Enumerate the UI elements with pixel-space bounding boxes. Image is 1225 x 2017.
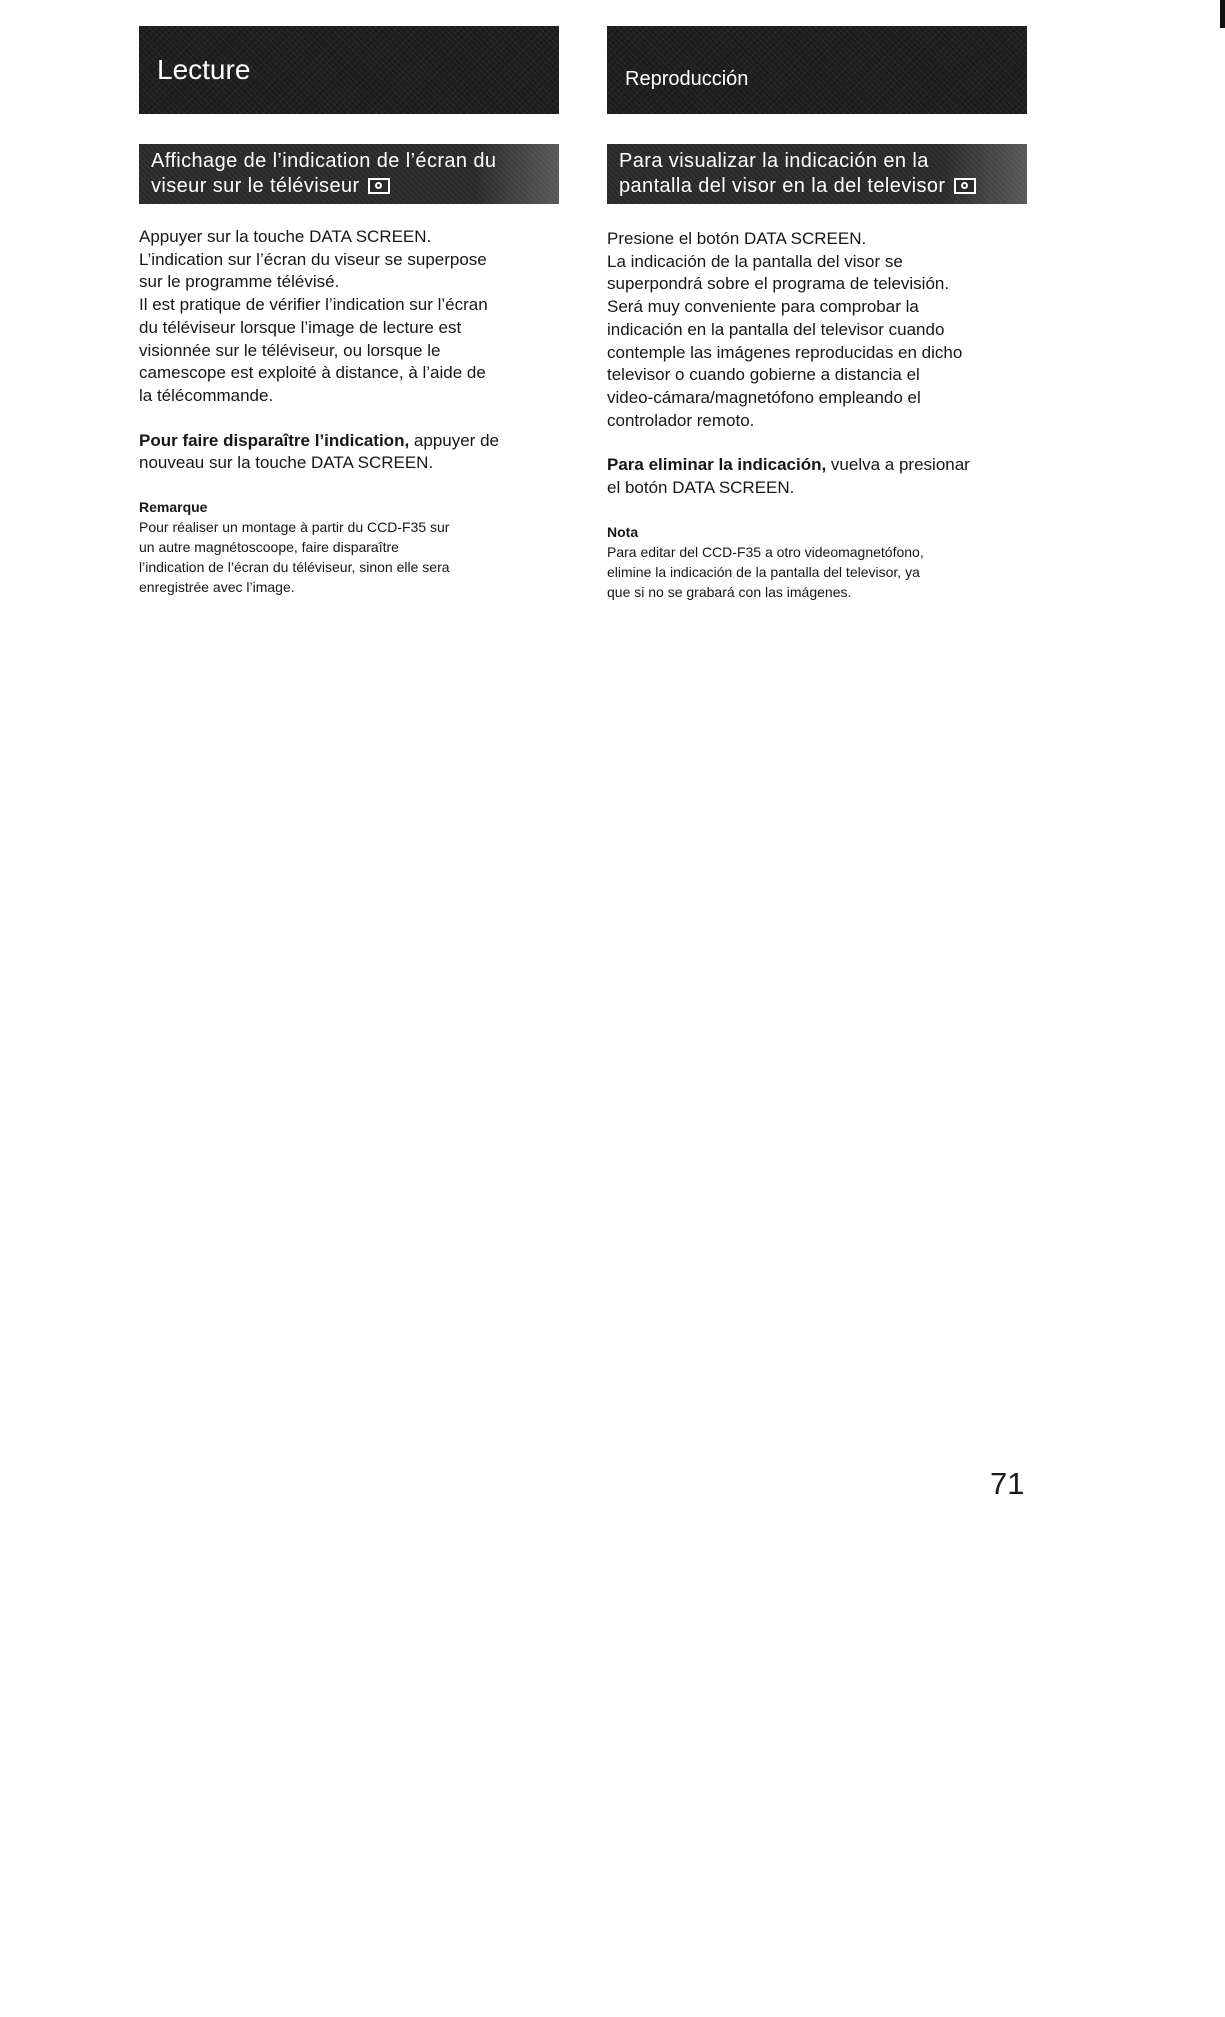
body-line: sur le programme télévisé. — [139, 272, 340, 292]
page-edge-mark — [1220, 0, 1225, 28]
remove-indication-paragraph — [139, 430, 559, 475]
note-title: Remarque — [139, 499, 208, 516]
body-line: Será muy conveniente para comprobar la — [607, 297, 919, 317]
body-paragraph — [139, 226, 559, 408]
note-line: que si no se grabará con las imágenes. — [607, 583, 852, 600]
section-title: Lecture — [157, 54, 251, 85]
column-spanish — [607, 26, 1027, 602]
body-line: la télécommande. — [139, 385, 274, 405]
body-line: superpondrá sobre el programa de televisión. — [607, 274, 950, 294]
note-title: Nota — [607, 523, 639, 540]
body-line: indicación en la pantalla del televisor cuando — [607, 319, 945, 339]
subsection-header — [607, 144, 1027, 204]
note-line: elimine la indicación de la pantalla del televisor, ya — [607, 563, 920, 580]
note-paragraph — [607, 542, 1027, 602]
section-title-bar — [607, 26, 1027, 114]
data-screen-icon — [368, 178, 390, 194]
note-line: Para editar del CCD-F35 a otro videomagnetófono, — [607, 543, 924, 560]
note-paragraph — [139, 517, 559, 597]
body-line: camescope est exploité à distance, à l’aide de — [139, 363, 486, 383]
body-line: La indicación de la pantalla del visor se — [607, 251, 903, 271]
body-line: controlador remoto. — [607, 410, 755, 430]
remove-indication-text: vuelva a presionar — [826, 455, 970, 475]
note-line: enregistrée avec l’image. — [139, 579, 295, 596]
page-number: 71 — [990, 1466, 1025, 1501]
section-title-bar — [139, 26, 559, 114]
body-line: video-cámara/magnetófono empleando el — [607, 387, 921, 407]
column-french — [139, 26, 559, 597]
section-title: Reproducción — [625, 67, 749, 90]
body-line: contemple las imágenes reproducidas en dicho — [607, 342, 963, 362]
remove-indication-text-line2: el botón DATA SCREEN. — [607, 478, 795, 498]
remove-indication-text-line2: nouveau sur la touche DATA SCREEN. — [139, 453, 434, 473]
subsection-title-line2: viseur sur le téléviseur — [151, 175, 360, 197]
body-line: televisor o cuando gobierne a distancia el — [607, 365, 920, 385]
subsection-title-line1: Affichage de l’indication de l’écran du — [151, 150, 497, 172]
body-line: Il est pratique de vérifier l’indication sur l’écran — [139, 295, 488, 315]
subsection-title-line2: pantalla del visor en la del televisor — [619, 175, 946, 197]
body-paragraph — [607, 228, 1027, 432]
body-line: visionnée sur le téléviseur, ou lorsque le — [139, 340, 441, 360]
note-line: Pour réaliser un montage à partir du CCD-F35 sur — [139, 519, 450, 536]
body-line: Presione el botón DATA SCREEN. — [607, 229, 867, 248]
note-line: un autre magnétoscoope, faire disparaître — [139, 539, 399, 556]
data-screen-icon — [954, 178, 976, 194]
body-line: L’indication sur l’écran du viseur se superpose — [139, 249, 487, 269]
remove-indication-text: appuyer de — [409, 430, 499, 450]
remove-indication-bold: Pour faire disparaître l’indication, — [139, 430, 410, 450]
subsection-header — [139, 144, 559, 204]
body-line: Appuyer sur la touche DATA SCREEN. — [139, 227, 432, 246]
body-line: du téléviseur lorsque l’image de lecture est — [139, 317, 462, 337]
remove-indication-paragraph — [607, 454, 1027, 499]
remove-indication-bold: Para eliminar la indicación, — [607, 455, 827, 475]
note-line: l’indication de l’écran du téléviseur, sinon elle sera — [139, 559, 450, 576]
subsection-title-line1: Para visualizar la indicación en la — [619, 150, 929, 172]
